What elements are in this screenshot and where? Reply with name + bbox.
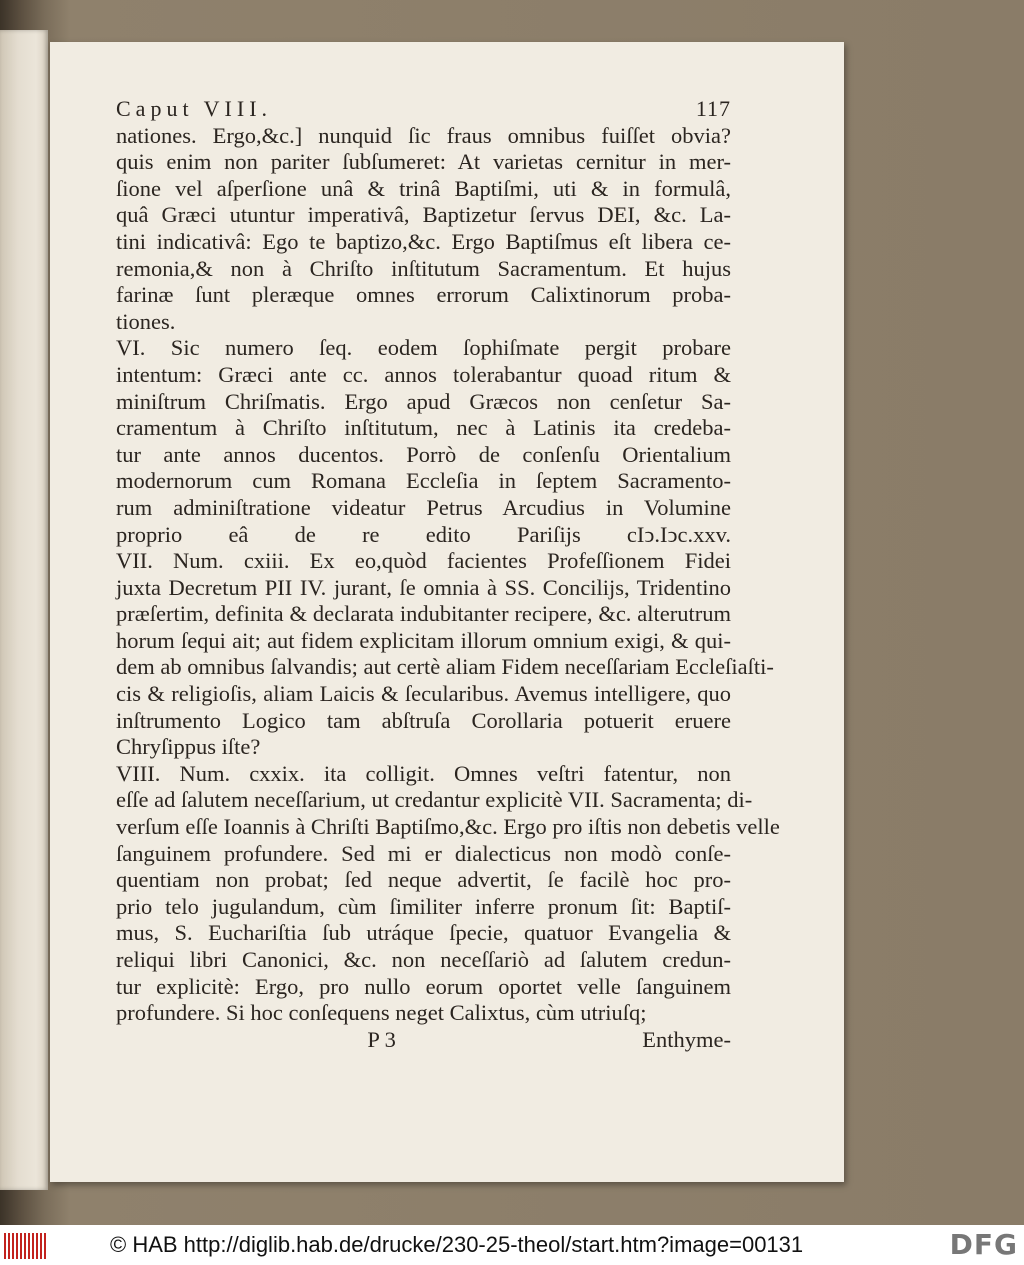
text-line: verſum eſſe Ioannis à Chriſti Baptiſmo,&c. Ergo pro iſtis non debetis velle xyxy=(116,814,780,840)
text-line: farinæ ſunt pleræque omnes errorum Calixtinorum proba- xyxy=(116,282,731,308)
text-line: intentum: Græci ante cc. annos tolerabantur quoad ritum & xyxy=(116,361,731,387)
text-line: prio telo jugulandum, cùm ſimiliter inferre pronum ſit: Baptiſ- xyxy=(116,893,731,919)
hab-logo-icon xyxy=(4,1233,48,1259)
text-line: inſtrumento Logico tam abſtruſa Corollaria potuerit eruere xyxy=(116,707,731,733)
catchword: Enthyme- xyxy=(642,1026,731,1052)
text-line: ſanguinem profundere. Sed mi er dialecticus non modò conſe- xyxy=(116,840,731,866)
text-line: ſione vel aſperſione unâ & trinâ Baptiſmi, uti & in formulâ, xyxy=(116,175,731,201)
text-line: horum ſequi ait; aut fidem explicitam illorum omnium exigi, & qui- xyxy=(116,627,731,653)
page-number: 117 xyxy=(695,96,731,121)
text-line: cramentum à Chriſto inſtitutum, nec à Latinis ita credeba- xyxy=(116,415,731,441)
text-line: juxta Decretum PII IV. jurant, ſe omnia à SS. Concilijs, Tridentino xyxy=(116,574,731,600)
text-line: tini indicativâ: Ego te baptizo,&c. Ergo Baptiſmus eſt libera ce- xyxy=(116,228,731,254)
text-line: VIII. Num. cxxix. ita colligit. Omnes veſtri fatentur, non xyxy=(116,760,731,786)
text-line: reliqui libri Canonici, &c. non neceſſariò ad ſalutem credun- xyxy=(116,947,731,972)
viewer-footer xyxy=(0,1225,1024,1265)
text-line: tur ante annos ducentos. Porrò de conſenſu Orientalium xyxy=(116,441,731,467)
text-line: proprio eâ de re edito Pariſijs cIↄ.Iↄc.xxv. xyxy=(116,521,731,547)
text-line: nationes. Ergo,&c.] nunquid ſic fraus omnibus fuiſſet obvia? xyxy=(116,122,731,148)
text-line: quentiam non probat; ſed neque advertit, ſe facilè hoc pro- xyxy=(116,867,731,893)
running-head-title: Caput VIII. xyxy=(116,96,273,121)
source-credit[interactable]: © HAB http://diglib.hab.de/drucke/230-25-theol/start.htm?image=00131 xyxy=(110,1232,804,1257)
text-line: profundere. Si hoc conſequens neget Calixtus, cùm utriuſq; xyxy=(116,1000,647,1026)
text-line: eſſe ad ſalutem neceſſarium, ut credantur explicitè VII. Sacramenta; di- xyxy=(116,787,753,813)
text-line: mus, S. Euchariſtia ſub utráque ſpecie, quatuor Evangelia & xyxy=(116,920,731,946)
text-line: rum adminiſtratione videatur Petrus Arcudius in Volumine xyxy=(116,494,731,520)
text-line: VI. Sic numero ſeq. eodem ſophiſmate pergit probare xyxy=(116,335,731,361)
text-line: tiones. xyxy=(116,308,176,334)
text-line: quâ Græci utuntur imperativâ, Baptizetur ſervus DEI, &c. La- xyxy=(116,202,731,228)
catchline xyxy=(116,1027,731,1054)
text-line: quis enim non pariter ſubſumeret: At varietas cernitur in mer- xyxy=(116,149,731,175)
signature-mark: P 3 xyxy=(367,1026,396,1052)
text-line: præſertim, definita & declarata indubitanter recipere, &c. alterutrum xyxy=(116,601,731,627)
text-line: remonia,& non à Chriſto inſtitutum Sacramentum. Et hujus xyxy=(116,255,731,281)
text-line: miniſtrum Chriſmatis. Ergo apud Græcos non cenſetur Sa- xyxy=(116,388,731,414)
text-line: tur explicitè: Ergo, pro nullo eorum oportet velle ſanguinem xyxy=(116,973,731,999)
running-head xyxy=(116,96,731,123)
text-line: dem ab omnibus ſalvandis; aut certè aliam Fidem neceſſariam Eccleſiaſti- xyxy=(116,654,774,680)
previous-page-edge xyxy=(0,30,48,1190)
text-line: modernorum cum Romana Eccleſia in ſeptem Sacramento- xyxy=(116,468,731,494)
dfg-logo: DFG xyxy=(949,1228,1018,1261)
body-text xyxy=(116,122,780,1027)
page-text-block xyxy=(116,96,780,1053)
text-line: Chryſippus iſte? xyxy=(116,734,261,760)
text-line: VII. Num. cxiii. Ex eo,quòd facientes Profeſſionem Fidei xyxy=(116,548,731,574)
text-line: cis & religioſis, aliam Laicis & ſecularibus. Avemus intelligere, quo xyxy=(116,681,731,707)
